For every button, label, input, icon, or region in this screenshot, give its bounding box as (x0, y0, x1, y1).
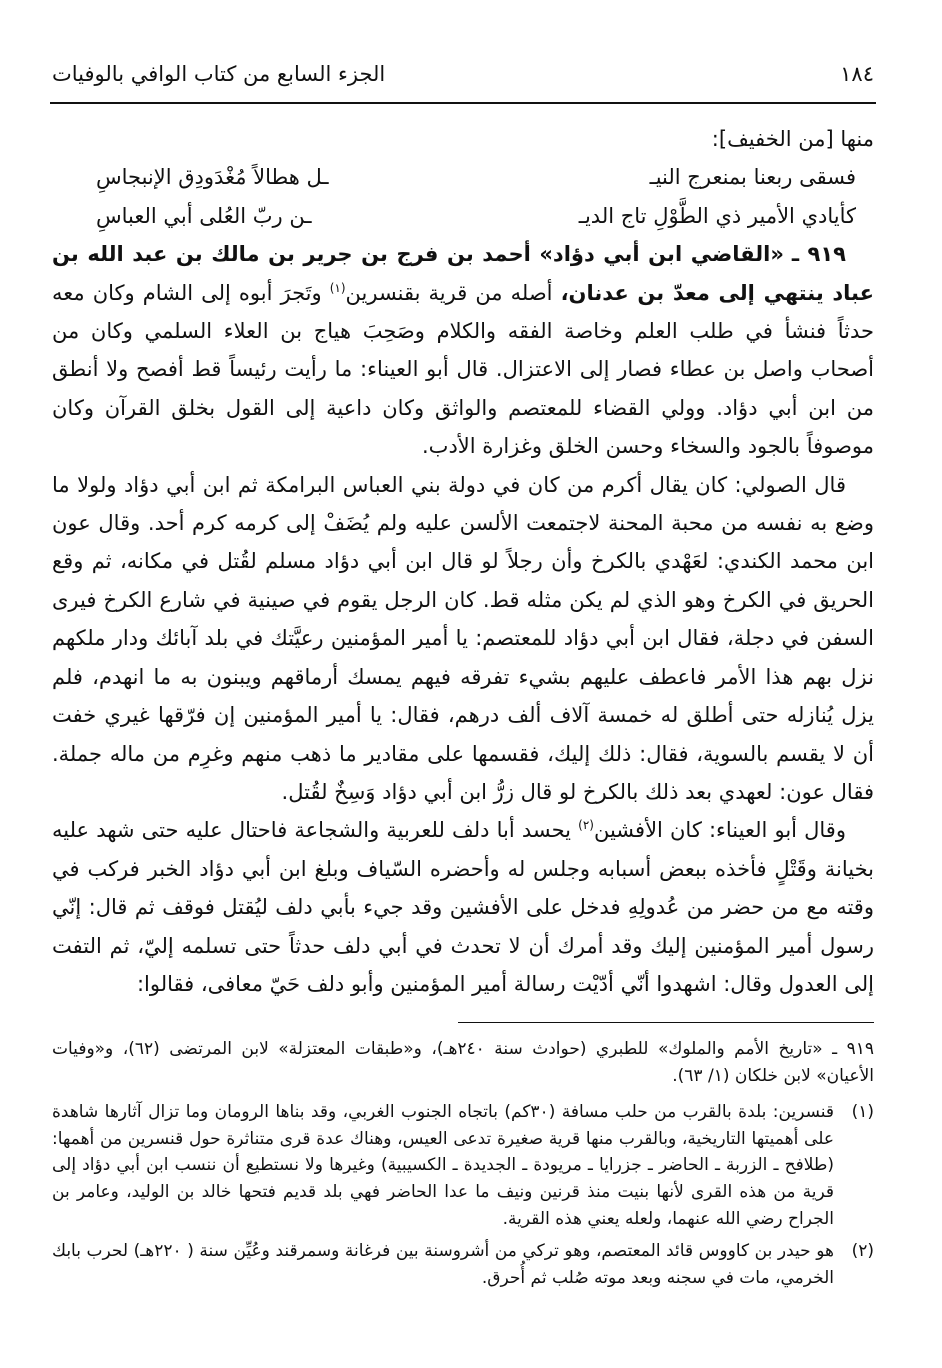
footnote-number: (١) (851, 1102, 874, 1123)
running-head (52, 62, 874, 86)
paragraph-text: وقال أبو العيناء: كان الأفشين (593, 818, 846, 843)
footnote-text: قنسرين: بلدة بالقرب من حلب مسافة (٣٠كم) باتجاه الجنوب الغربي، وقد بناها الرومان وما تزال آثارها شاهدة على أهميتها التاريخية، وبالقرب منها قرية صغيرة تدعى العيس، وهناك عدة قرى متناثرة حول قنسرين من أهمها: (طلافح ـ الزربة ـ الحاضر ـ جزرايا ـ مريودة ـ الجديدة ـ الكسيبية) وغيرها ولا نستطيع أن ننسب ابن أبي دؤاد إلى قرية من هذه القرى لأنها بنيت منذ قرنين ونيف ما عدا الحاضر فهي بلد قديم فتحها خالد بن الوليد، وعامر بن الجراح رضي الله عنهما، ولعله يعني هذه القرية. (52, 1102, 834, 1229)
footnote (52, 1099, 874, 1232)
entry-paragraph (52, 235, 874, 465)
verse-line (52, 197, 874, 235)
main-text (52, 120, 874, 1003)
footnote-rule (458, 1022, 874, 1023)
hemistich-second: ـل هطالاً مُغْدَودِق الإنبجاسِ (96, 165, 329, 190)
header-rule (50, 102, 876, 104)
paragraph: قال الصولي: كان يقال أكرم من كان في دولة بني العباس البرامكة ثم ابن أبي دؤاد ولولا ما وضع به نفسه من محبة المحنة لاجتمعت الألسن عليه ولم يُضَفْ إلى كرمه كرم أحد. وقال عون ابن محمد الكندي: لعَهْدي بالكرخ وأن رجلاً لو قال ابن أبي دؤاد مسلم لقُتل في مكانه، ثم وقع الحريق في الكرخ وهو الذي لم يكن مثله قط. كان الرجل يقوم في صينية في شارع الكرخ فيرى السفن في دجلة، فقال ابن أبي دؤاد للمعتصم: يا أمير المؤمنين رعيَّتك في بلد آبائك ودار ملكهم نزل بهم هذا الأمر فاعطف عليهم بشيء تفرقه فيهم يمسك أرماقهم ويبنون به ما انهدم، فلم يزل يُنازله حتى أطلق له خمسة آلاف ألف درهم، فقال: يا أمير المؤمنين إن فرّقها غيري خفت أن لا يقسم بالسوية، فقال: ذلك إليك، فقسمها على مقادير ما ذهب منهم وغرِم من ماله جملة. فقال عون: لعهدي بعد ذلك بالكرخ لو قال زرُّ ابن أبي دؤاد وَسِخٌ لقُتل. (52, 472, 874, 804)
hemistich-second: ـن ربّ العُلى أبي العباسِ (96, 203, 312, 228)
hemistich-first: فسقى ربعنا بمنعرج النيـ (649, 165, 856, 190)
entry-number: ٩١٩ ـ (791, 242, 846, 267)
paragraph (52, 811, 874, 1003)
footnote-number: (٢) (851, 1241, 874, 1262)
footnote (52, 1238, 874, 1291)
book-title: الجزء السابع من كتاب الوافي بالوفيات (52, 62, 386, 86)
entry-text: أصله من قرية بقنسرين (345, 280, 553, 305)
source-note-text (52, 1036, 874, 1089)
source-note (52, 1036, 874, 1089)
verse-line (52, 158, 874, 196)
paragraph-text: يحسد أبا دلف للعربية والشجاعة فاحتال عليه حتى شهد عليه بخيانة وقَتْلٍ فأخذه ببعض أسبابه وجلس له وأحضره السّياف وبلغ ابن أبي دؤاد الخبر فركب في وقته مع من حضر من عُدولِهِ فدخل على الأفشين وقد جيء بأبي دلف ليُقتل فوقف ثم قال: إنّي رسول أمير المؤمنين إليك وقد أمرك أن لا تحدث في أبي دلف حدثاً حتى تسلمه إليّ، ثم التفت إلى العدول وقال: اشهدوا أنّي أدّيْت رسالة أمير المؤمنين وأبو دلف حَيّ معافى، فقالوا: (52, 818, 874, 996)
entry-title: «القاضي ابن أبي دؤاد» أحمد بن فرج بن جرير بن مالك بن عبد الله بن عباد ينتهي إلى معدّ بن عدنان، (52, 242, 874, 305)
footnote-ref[interactable]: (٢) (578, 818, 594, 833)
page-number: ١٨٤ (840, 62, 874, 86)
source-references: «تاريخ الأمم والملوك» للطبري (حوادث سنة ٢٤٠هـ)، و«طبقات المعتزلة» لابن المرتضى (٦٢)، و«وفيات الأعيان» لابن خلكان (١/ ٦٣). (52, 1039, 874, 1086)
footnote-ref[interactable]: (١) (329, 280, 346, 295)
footnote-text: هو حيدر بن كاووس قائد المعتصم، وهو تركي من أشروسنة بين فرغانة وسمرقند وعُيِّن سنة ( ٢٢٠هـ) لحرب بابك الخرمي، مات في سجنه وبعد موته صُلب ثم أُحرق. (52, 1241, 834, 1288)
entry-text: وتَجرَ أبوه إلى الشام وكان معه حدثاً فنشأ في طلب العلم وخاصة الفقه والكلام وصَحِبَ هياج بن العلاء السلمي وكان من أصحاب واصل بن عطاء فصار إلى الاعتزال. قال أبو العيناء: ما رأيت رئيساً قط أفصح ولا أنطق من ابن أبي دؤاد. وولي القضاء للمعتصم والواثق وكان داعية إلى القول بخلق القرآن وكان موصوفاً بالجود والسخاء وحسن الخلق وغزارة الأدب. (52, 280, 874, 459)
source-note-number: ٩١٩ ـ (832, 1039, 875, 1059)
verse-intro: منها [من الخفيف]: (711, 127, 874, 151)
footnotes (52, 1036, 874, 1297)
hemistich-first: كأيادي الأمير ذي الطَّوْلِ تاج الديـ (578, 203, 856, 228)
